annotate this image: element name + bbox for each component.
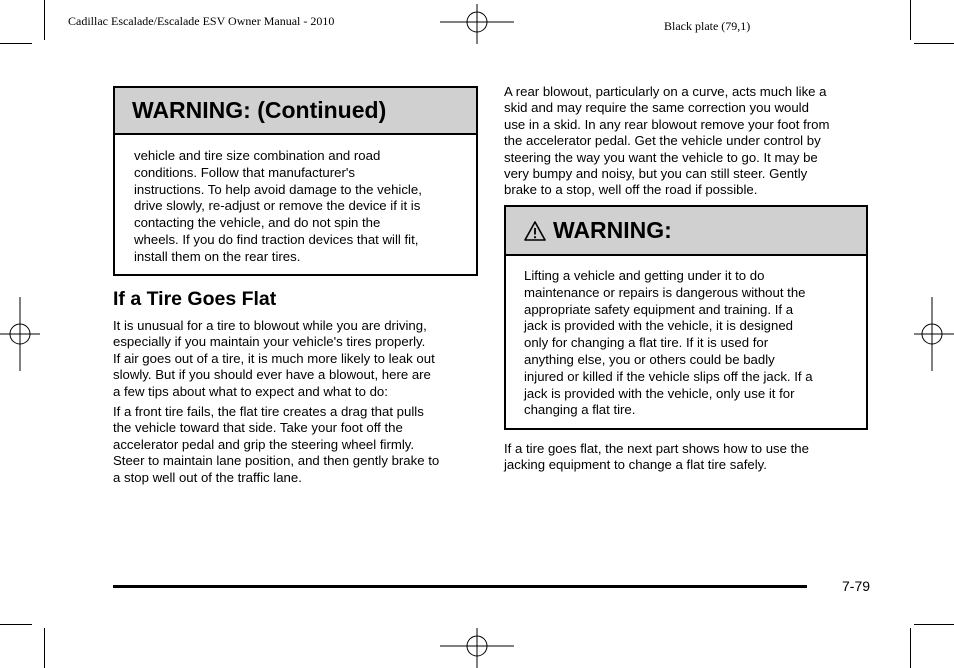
section-title: If a Tire Goes Flat xyxy=(113,288,277,310)
text-line: A rear blowout, particularly on a curve, acts much like a xyxy=(504,84,827,99)
warning-line: jack is provided with the vehicle, it is designed xyxy=(524,318,794,334)
warning-line: Lifting a vehicle and getting under it to do xyxy=(524,268,765,283)
warning-line: drive slowly, re-adjust or remove the device if it is xyxy=(134,198,421,214)
text-line: a few tips about what to expect and what to do: xyxy=(113,383,388,399)
text-line: It is unusual for a tire to blowout while you are driving, xyxy=(113,318,427,333)
warning-line: appropriate safety equipment and training. If a xyxy=(524,301,794,317)
warning-line: instructions. To help avoid damage to the vehicle, xyxy=(134,181,422,197)
text-line: If a front tire fails, the flat tire creates a drag that pulls xyxy=(113,404,424,419)
text-line: slowly. But if you should ever have a blowout, here are xyxy=(113,367,431,383)
text-line: accelerator pedal and grip the steering wheel firmly. xyxy=(113,436,415,452)
registration-mark-right xyxy=(914,297,954,371)
warning-heading-text: WARNING: xyxy=(553,217,672,243)
warning-line: contacting the vehicle, and do not spin the xyxy=(134,215,381,231)
warning-continued-box xyxy=(113,86,478,276)
warning-line: conditions. Follow that manufacturer's xyxy=(134,164,355,180)
warning-line: injured or killed if the vehicle slips off the jack. If a xyxy=(524,368,813,384)
warning-line: anything else, you or others could be badly xyxy=(524,351,775,367)
text-line: the vehicle toward that side. Take your foot off the xyxy=(113,420,403,436)
text-line: especially if you maintain your vehicle's tires properly. xyxy=(113,334,426,350)
warning-continued-body xyxy=(115,135,476,266)
plate-label: Black plate (79,1) xyxy=(664,19,751,33)
footer-rule xyxy=(113,585,807,588)
crop-mark xyxy=(914,43,954,44)
warning-line: jack is provided with the vehicle, only use it for xyxy=(524,385,795,401)
warning-line: maintenance or repairs is dangerous without the xyxy=(524,284,806,300)
crop-mark xyxy=(910,628,911,668)
registration-mark-bottom xyxy=(440,628,514,668)
text-line: very bumpy and noisy, but you can still steer. Gently xyxy=(504,166,808,182)
text-line: Steer to maintain lane position, and then gently brake to xyxy=(113,453,440,469)
warning-triangle-icon xyxy=(524,221,546,241)
manual-title: Cadillac Escalade/Escalade ESV Owner Manual - 2010 xyxy=(68,14,335,28)
crop-mark xyxy=(910,0,911,40)
registration-mark-left xyxy=(0,297,40,371)
text-line: the accelerator pedal. Get the vehicle under control by xyxy=(504,133,821,149)
registration-mark-top xyxy=(440,4,514,44)
text-line: jacking equipment to change a flat tire safely. xyxy=(504,457,767,473)
text-line: If a tire goes flat, the next part shows how to use the xyxy=(504,441,809,456)
warning-continued-heading-text: WARNING: (Continued) xyxy=(132,97,387,123)
jacking-paragraph xyxy=(504,441,874,474)
text-line: steering the way you want the vehicle to go. It may be xyxy=(504,149,818,165)
warning-line: only for changing a flat tire. If it is used for xyxy=(524,335,769,351)
crop-mark xyxy=(0,624,32,625)
warning-line: changing a flat tire. xyxy=(524,402,636,418)
text-line: skid and may require the same correction you would xyxy=(504,100,809,116)
crop-mark xyxy=(44,628,45,668)
rear-blowout-paragraph xyxy=(504,84,874,199)
section-paragraph-2 xyxy=(113,404,483,486)
crop-mark xyxy=(44,0,45,40)
warning-line: wheels. If you do find traction devices that will fit, xyxy=(134,231,419,247)
warning-continued-heading xyxy=(115,88,476,135)
text-line: a stop well out of the traffic lane. xyxy=(113,469,302,485)
crop-mark xyxy=(914,624,954,625)
text-line: brake to a stop, well off the road if possible. xyxy=(504,182,758,198)
text-line: If air goes out of a tire, it is much more likely to leak out xyxy=(113,350,435,366)
text-line: use in a skid. In any rear blowout remove your foot from xyxy=(504,116,830,132)
warning-line: install them on the rear tires. xyxy=(134,248,301,264)
section-paragraph-1 xyxy=(113,318,483,400)
warning-box xyxy=(504,205,868,430)
crop-mark xyxy=(0,43,32,44)
warning-body xyxy=(506,256,866,419)
page-number: 7-79 xyxy=(842,578,871,594)
warning-line: vehicle and tire size combination and road xyxy=(134,148,381,163)
warning-heading xyxy=(506,207,866,256)
